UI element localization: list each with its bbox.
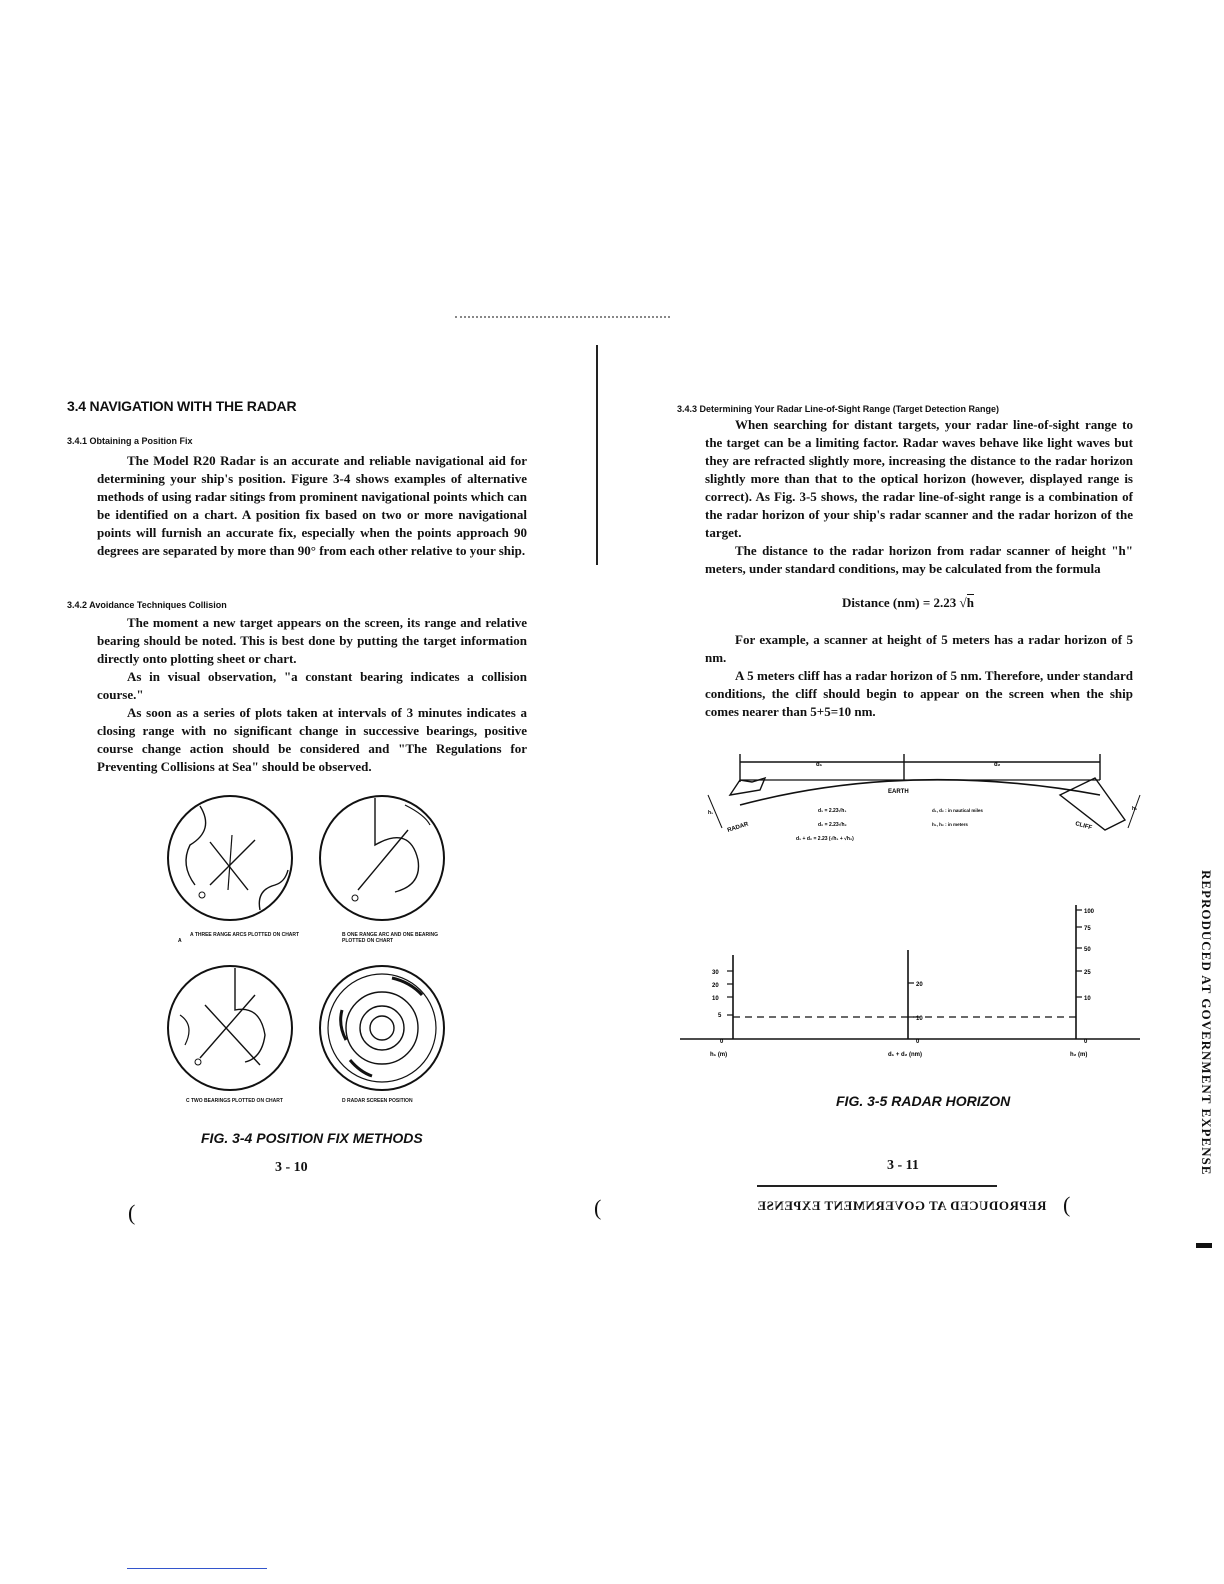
units-1: d₁, d₂ : in nautical miles bbox=[932, 808, 983, 813]
eq-1: d₁ = 2.23√h₁ bbox=[818, 808, 847, 814]
label-h2: h₂ bbox=[1132, 806, 1138, 812]
section-title: 3.4 NAVIGATION WITH THE RADAR bbox=[67, 398, 297, 414]
paragraph-342 bbox=[97, 614, 527, 776]
edge-stamp: REPRODUCED AT GOVERNMENT EXPENSE bbox=[1199, 870, 1214, 1176]
right-tick-10: 10 bbox=[1084, 996, 1091, 1002]
label-earth: EARTH bbox=[888, 789, 909, 795]
units-2: h₁, h₂ : in meters bbox=[932, 822, 968, 827]
subsection-title-342: 3.4.2 Avoidance Techniques Collision bbox=[67, 600, 227, 610]
mid-axis-label: d₁ + d₂ (nm) bbox=[888, 1052, 922, 1058]
fig-d-label: D RADAR SCREEN POSITION bbox=[342, 1098, 413, 1104]
right-tick-25: 25 bbox=[1084, 970, 1091, 976]
right-tick-100: 100 bbox=[1084, 909, 1095, 915]
label-cliff: CLIFF bbox=[1074, 821, 1093, 832]
label-d1: d₁ bbox=[816, 762, 823, 768]
scan-underline bbox=[127, 1568, 267, 1569]
paragraph-341 bbox=[97, 452, 527, 560]
fig-a-label: A THREE RANGE ARCS PLOTTED ON CHART bbox=[190, 932, 300, 938]
right-axis-label: h₂ (m) bbox=[1070, 1052, 1088, 1058]
paren-mark-center: ( bbox=[594, 1195, 602, 1220]
page-divider bbox=[596, 345, 598, 565]
paren-mark-right: ( bbox=[1063, 1192, 1071, 1217]
stamp-rule bbox=[757, 1185, 997, 1187]
mid-tick-20: 20 bbox=[916, 982, 923, 988]
subsection-title-341: 3.4.1 Obtaining a Position Fix bbox=[67, 436, 193, 446]
left-tick-0: 0 bbox=[720, 1039, 724, 1045]
paragraph-342-text-1: The moment a new target appears on the screen, its range and relative bearing should be noted. This is best done by putting the target information directly onto plotting sheet or chart. bbox=[97, 615, 527, 666]
fix-method-c-diagram bbox=[168, 966, 292, 1090]
fig-a-label-bullet: A bbox=[178, 938, 182, 944]
scan-mark bbox=[1196, 1243, 1212, 1248]
formula-radicand: h bbox=[966, 595, 974, 610]
left-tick-20: 20 bbox=[712, 983, 719, 989]
page-number-right: 3 - 11 bbox=[887, 1158, 919, 1173]
right-tick-50: 50 bbox=[1084, 947, 1091, 953]
mirrored-stamp: REPRODUCED AT GOVERNMENT EXPENSE bbox=[757, 1198, 1047, 1213]
label-d2: d₂ bbox=[994, 762, 1001, 768]
paragraph-342-text-3: As soon as a series of plots taken at intervals of 3 minutes indicates a closing range with no significant change in successive bearings, positive course change action should be considered and "The Regulations for Preventing Collisions at Sea" should be observed. bbox=[97, 705, 527, 774]
page-number-left: 3 - 10 bbox=[275, 1160, 308, 1175]
fig-c-label: C TWO BEARINGS PLOTTED ON CHART bbox=[186, 1098, 283, 1104]
eq-2: d₂ = 2.23√h₂ bbox=[818, 822, 847, 828]
right-tick-0: 0 bbox=[1084, 1039, 1088, 1045]
formula bbox=[842, 595, 974, 611]
mid-tick-0: 0 bbox=[916, 1039, 920, 1045]
fix-method-a-diagram bbox=[168, 796, 292, 920]
paragraph-343-text-1: When searching for distant targets, your radar line-of-sight range to the target can be a limiting factor. Radar waves behave like light waves but they are refracted slightly more, increasing the distance to the radar horizon slightly more than that to the optical horizon (however, displayed range is correct). As Fig. 3-5 shows, the radar line-of-sight range is a combination of the radar horizon of your ship's radar scanner and the radar horizon of the target. bbox=[705, 417, 1133, 540]
paragraph-341-text: The Model R20 Radar is an accurate and reliable navigational aid for determining your ship's position. Figure 3-4 shows examples of alternative methods of using radar sitings from prominent navigational points which can be identified on a chart. A position fix based on two or more navigational points will furnish an accurate fix, especially when the points approach 90 degrees are separated by more than 90° from each other relative to your ship. bbox=[97, 453, 527, 558]
figure-caption-3-5: FIG. 3-5 RADAR HORIZON bbox=[836, 1093, 1011, 1109]
fix-method-b-diagram bbox=[320, 796, 444, 920]
fix-method-d-diagram bbox=[320, 966, 444, 1090]
paren-mark-left: ( bbox=[128, 1200, 136, 1225]
header-bleed bbox=[455, 316, 670, 321]
subsection-title-343: 3.4.3 Determining Your Radar Line-of-Sight Range (Target Detection Range) bbox=[677, 404, 1000, 414]
figure-caption-3-4: FIG. 3-4 POSITION FIX METHODS bbox=[201, 1130, 423, 1146]
right-tick-75: 75 bbox=[1084, 926, 1091, 932]
paragraph-343 bbox=[705, 416, 1133, 578]
paragraph-342-text-2: As in visual observation, "a constant bearing indicates a collision course." bbox=[97, 669, 527, 702]
label-h1: h₁ bbox=[708, 810, 714, 816]
formula-text: Distance (nm) = 2.23 bbox=[842, 595, 960, 610]
radar-horizon-diagram bbox=[700, 750, 1150, 860]
sqrt-symbol: √ bbox=[959, 595, 967, 610]
left-tick-5: 5 bbox=[718, 1013, 722, 1019]
paragraph-343-text-3: For example, a scanner at height of 5 meters has a radar horizon of 5 nm. bbox=[705, 632, 1133, 665]
left-tick-10: 10 bbox=[712, 996, 719, 1002]
paragraph-343-text-2: The distance to the radar horizon from radar scanner of height "h" meters, under standard conditions, may be calculated from the formula bbox=[705, 543, 1133, 576]
position-fix-figure bbox=[160, 790, 460, 1120]
label-radar: RADAR bbox=[726, 821, 750, 834]
fig-b-label: B ONE RANGE ARC AND ONE BEARING PLOTTED ON CHART bbox=[342, 932, 439, 944]
horizon-nomogram bbox=[680, 895, 1140, 1065]
eq-3: d₁ + d₂ = 2.23 (√h₁ + √h₂) bbox=[796, 836, 854, 842]
left-axis-label: h₁ (m) bbox=[710, 1052, 728, 1058]
paragraph-343-b bbox=[705, 631, 1133, 721]
mid-tick-10: 10 bbox=[916, 1016, 923, 1022]
paragraph-343-text-4: A 5 meters cliff has a radar horizon of 5 nm. Therefore, under standard conditions, the cliff should begin to appear on the screen when the ship comes nearer than 5+5=10 nm. bbox=[705, 668, 1133, 719]
left-tick-30: 30 bbox=[712, 970, 719, 976]
